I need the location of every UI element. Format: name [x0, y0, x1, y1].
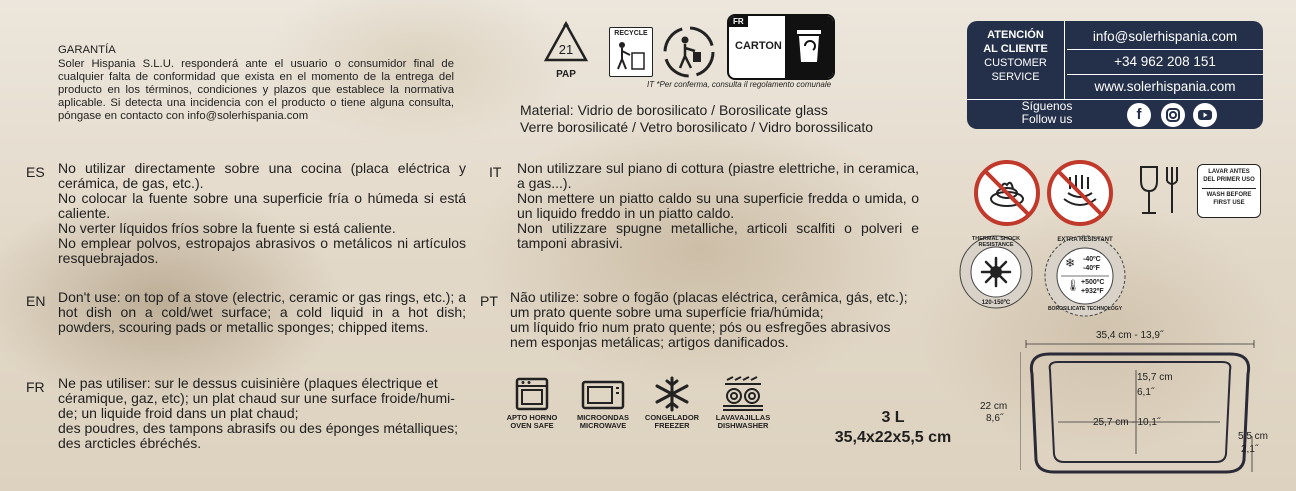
pap-number: 21 [558, 42, 574, 57]
warning-es-line: No verter líquidos fríos sobre la fuente si está caliente. [58, 220, 396, 236]
warning-pt-line: nem esponjas metálicas; artigos danificados. [510, 334, 789, 350]
thermal-shock-badge [958, 234, 1034, 310]
attention-line-1: ATENCIÓN [987, 29, 1044, 41]
wash-line-4: FIRST USE [1213, 199, 1245, 206]
warning-pt-line: um líquido frio num prato quente; pós ou esfregões abrasivos [510, 319, 891, 335]
guarantee-title: GARANTÍA [58, 44, 116, 56]
freezer-item [640, 376, 704, 430]
warning-it-line: Non mettere un piatto caldo su una superficie fredda o umida, o un liquido freddo in un piatto caldo. [517, 190, 919, 221]
warning-en: Don't use: on top of a stove (electric, ceramic or gas rings, etc.); a hot dish on a cold/wet surface; a cold liquid in a hot dish; powders, scouring pads or metallic sponges; chipped items. [58, 289, 466, 335]
dishwasher-label-2: DISHWASHER [717, 421, 769, 430]
bin-icon [794, 28, 824, 64]
height-cm: 5,5 cm [1238, 431, 1269, 442]
follow-es: Síguenos [1021, 99, 1073, 113]
lang-code-fr: FR [26, 379, 45, 395]
oven-safe-item [500, 376, 564, 430]
warning-es-line: No colocar la fuente sobre una superficie fría o húmeda si está caliente. [58, 190, 466, 221]
extra-resistant-ring-text: EXTRA RESISTANT [1057, 237, 1113, 243]
dish-diagram [1020, 340, 1260, 480]
customer-line: CUSTOMER [984, 57, 1047, 69]
instagram-icon[interactable] [1161, 103, 1185, 127]
phone-number[interactable]: +34 962 208 151 [1067, 50, 1263, 75]
customer-service-box [967, 21, 1263, 129]
recycle-label: RECYCLE [614, 30, 648, 37]
lang-code-it: IT [489, 164, 502, 180]
product-volume: 3 L [881, 409, 905, 426]
microwave-label-1: MICROONDAS [576, 413, 630, 422]
extra-resistant-badge [1043, 234, 1127, 318]
recycling-symbols [541, 14, 841, 94]
pap-label: PAP [556, 69, 576, 80]
website-link[interactable]: www.solerhispania.com [1094, 79, 1236, 94]
material-info [520, 102, 873, 136]
material-line-1: Material: Vidrio de borosilicato / Borosilicate glass [520, 102, 828, 118]
carton-label: CARTON [735, 40, 782, 52]
freezer-label-2: FREEZER [654, 421, 690, 430]
thermal-shock-ring-text: THERMAL SHOCK RESISTANCE [971, 236, 1021, 248]
wash-line-1: LAVAR ANTES [1208, 169, 1250, 175]
microwave-icon [580, 376, 626, 412]
material-line-2: Verre borosilicaté / Vetro borosilicato / Vidro borossilicato [520, 119, 874, 135]
oven-label-1: APTO HORNO [506, 413, 558, 422]
inner-width-cm: 15,7 cm [1137, 372, 1173, 383]
facebook-icon[interactable]: f [1127, 103, 1151, 127]
microwave-label-2: MICROWAVE [579, 421, 627, 430]
tidyman-recycle-icon [661, 24, 717, 80]
cold-f: -40ºF [1083, 265, 1100, 272]
warning-fr-line: Ne pas utiliser: sur le dessus cuisinière (plaques électrique et céramique, gaz, etc); un plat chaud sur une surface froide/humi-de; un liquide froid dans un plat chaud; [58, 375, 455, 421]
lang-code-es: ES [26, 164, 45, 180]
youtube-icon[interactable] [1193, 103, 1217, 127]
warning-it-line: Non utilizzare spugne metalliche, articoli scalfiti o polveri e tamponi abrasivi. [517, 220, 919, 251]
dishwasher-icon [719, 376, 767, 412]
product-spec [818, 408, 968, 448]
fr-label: FR [729, 16, 748, 27]
guarantee-block [58, 44, 454, 123]
dishwasher-label-1: LAVAVAJILLAS [715, 413, 771, 422]
height-in: 2,1˝ [1241, 444, 1259, 455]
attention-line-2: AL CLIENTE [983, 43, 1048, 55]
outer-width-cm: 22 cm [980, 401, 1008, 412]
lang-code-en: EN [26, 293, 46, 309]
dishwasher-item [708, 376, 778, 430]
warning-es-line: No emplear polvos, estropajos abrasivos o metálicos ni artículos resquebrajados. [58, 235, 466, 266]
snowflake-small-icon: ❄ [1065, 256, 1076, 270]
lang-code-pt: PT [480, 293, 498, 309]
wash-before-use-label [1197, 164, 1261, 218]
cold-c: -40ºC [1083, 256, 1101, 263]
inner-width-in: 6,1˝ [1137, 387, 1155, 398]
recycle-bin-icon [609, 27, 653, 77]
follow-en: Follow us [1021, 112, 1073, 126]
length-label: 35,4 cm - 13,9˝ [1096, 330, 1164, 341]
thermal-shock-range: 120-150ºC [981, 300, 1011, 306]
heat-icon: 🌡 [1066, 280, 1080, 292]
no-stove-icon [973, 159, 1041, 227]
snowflake-icon [652, 376, 692, 412]
warning-it [517, 161, 919, 251]
customer-service-title [967, 21, 1065, 99]
oven-label-2: OVEN SAFE [510, 421, 554, 430]
wash-line-2: DEL PRIMER USO [1203, 176, 1255, 183]
freezer-label-1: CONGELADOR [644, 413, 700, 422]
warning-it-line: Non utilizzare sul piano di cottura (piastre elettriche, in ceramica, a gas...). [517, 160, 919, 191]
guarantee-text: Soler Hispania S.L.U. responderá ante el usuario o consumidor final de cualquier falta de conformidad que exista en el momento de la entrega del producto en los términos, condiciones y plazos que establece la normativa aplicable. Si detecta una incidencia con el producto o tiene alguna consulta, póngase en contacto con info@solerhispania.com [58, 58, 454, 122]
warning-pt-line: um prato quente sobre uma superfície fria/húmida; [510, 304, 824, 320]
inner-length: 25,7 cm - 10,1˝ [1093, 417, 1161, 428]
warning-es [58, 161, 466, 266]
wash-line-3: WASH BEFORE [1206, 192, 1252, 198]
warning-pt [510, 290, 920, 350]
no-cold-surface-icon [1046, 159, 1114, 227]
oven-icon [514, 376, 550, 412]
product-dimensions: 35,4x22x5,5 cm [834, 429, 952, 446]
recycling-note: IT *Per conferma, consulta il regolamento comunale [647, 80, 832, 89]
hot-f: +932ºF [1081, 288, 1104, 295]
microwave-item [570, 376, 636, 430]
food-safe-icon [1137, 163, 1183, 219]
outer-width-in: 8,6˝ [986, 413, 1004, 424]
warning-fr-line: des poudres, des tampons abrasifs ou des éponges métalliques; [58, 420, 459, 436]
warning-pt-line: Não utilize: sobre o fogão (placas eléctrica, cerâmica, gás, etc.); [510, 289, 908, 305]
warning-es-line: No utilizar directamente sobre una cocina (placa eléctrica y cerámica, de gas, etc.). [58, 160, 466, 191]
follow-us [1007, 100, 1087, 126]
warning-fr [58, 376, 466, 451]
extra-resistant-ring-bottom: BOROSILICATE TECHNOLOGY [1047, 306, 1123, 312]
service-line: SERVICE [991, 71, 1040, 83]
carton-recycling-icon [727, 14, 835, 80]
hot-c: +500ºC [1081, 279, 1105, 286]
warning-fr-line: des arcticles ébréchés. [58, 435, 202, 451]
contact-list [1067, 25, 1263, 99]
email-link[interactable]: info@solerhispania.com [1067, 25, 1263, 50]
